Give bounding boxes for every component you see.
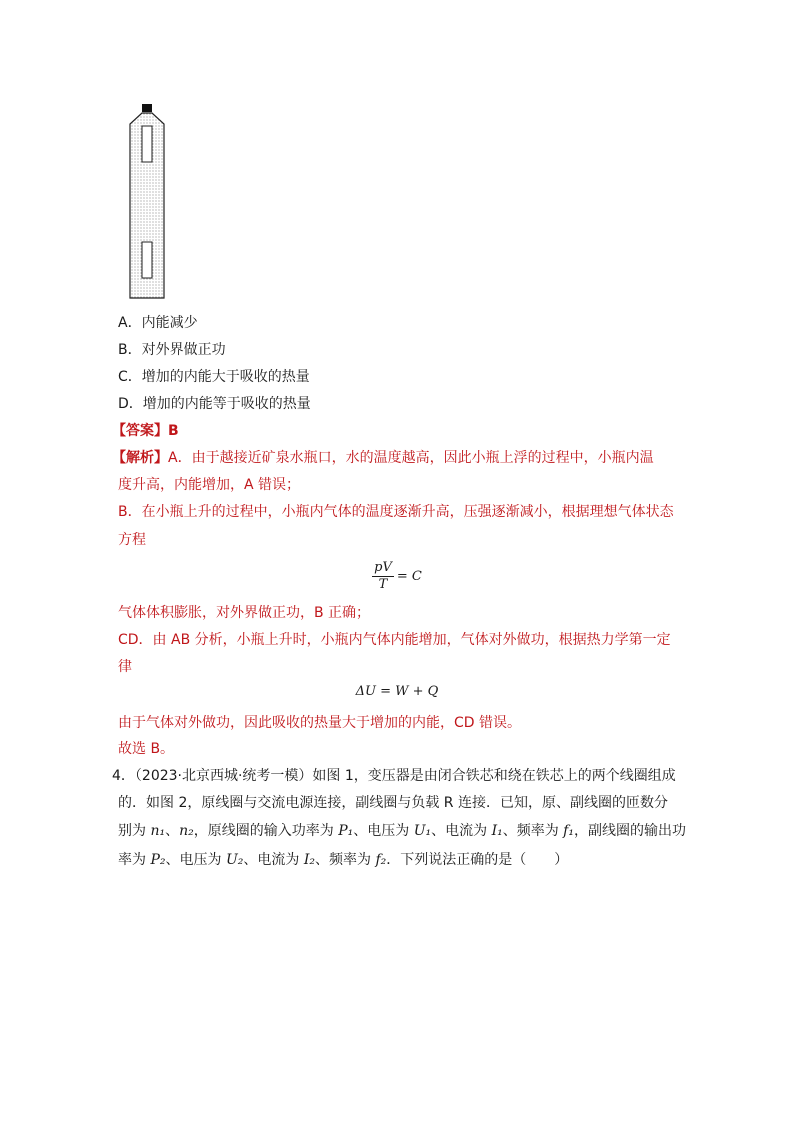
question4-line-1: 4．（2023·北京西城·统考一模）如图 1，变压器是由闭合铁芯和绕在铁芯上的两个线圈组成 [112, 768, 676, 784]
question4-line-2: 的．如图 2，原线圈与交流电源连接，副线圈与负载 R 连接．已知，原、副线圈的匝数分 [118, 795, 668, 811]
answer-line [112, 421, 682, 441]
answer-label: 【答案】 [112, 423, 168, 439]
analysis-conclusion: 故选 B。 [118, 741, 175, 757]
first-law-equation: ΔU = W + Q [355, 684, 439, 699]
symbol-n1: n₁ [150, 823, 166, 839]
eq1-denominator: T [378, 577, 388, 592]
answer-value: B [168, 423, 179, 439]
small-vial-top [142, 126, 152, 162]
analysis-line-4: 方程 [118, 532, 146, 548]
analysis-line-3: B．在小瓶上升的过程中，小瓶内气体的温度逐渐升高，压强逐渐减小，根据理想气体状态 [118, 504, 674, 520]
option-b: B．对外界做正功 [118, 342, 226, 358]
question4-line-4: 率为 P₂、电压为 U₂、电流为 I₂、频率为 f₂．下列说法正确的是（ ） [118, 852, 569, 868]
analysis-line-5: 气体体积膨胀，对外界做正功，B 正确； [118, 605, 371, 621]
analysis-label: 【解析】 [112, 450, 168, 466]
analysis-line-6: CD．由 AB 分析，小瓶上升时，小瓶内气体内能增加，气体对外做功，根据热力学第一定 [118, 632, 671, 648]
analysis-line-8: 由于气体对外做功，因此吸收的热量大于增加的内能，CD 错误。 [118, 715, 522, 731]
analysis-line-1: 【解析】A．由于越接近矿泉水瓶口，水的温度越高，因此小瓶上浮的过程中，小瓶内温 [112, 450, 654, 466]
option-a: A．内能减少 [118, 315, 198, 331]
bottle-figure [128, 104, 166, 300]
symbol-u1: U₁ [413, 823, 432, 839]
question4-line-3: 别为 n₁、n₂，原线圈的输入功率为 P₁、电压为 U₁、电流为 I₁、频率为 f₁，副线圈的输出功 [118, 823, 686, 839]
bottle-cap [142, 104, 152, 112]
symbol-p2: P₂ [150, 852, 166, 868]
small-vial-bottom [142, 242, 152, 278]
eq1-numerator: pV [374, 560, 392, 575]
symbol-i2: I₂ [303, 852, 315, 868]
symbol-f1: f₁ [563, 823, 574, 839]
analysis-line-2: 度升高，内能增加，A 错误； [118, 477, 301, 493]
option-d: D．增加的内能等于吸收的热量 [118, 396, 311, 412]
symbol-u2: U₂ [225, 852, 244, 868]
symbol-f2: f₂ [375, 852, 387, 868]
option-c: C．增加的内能大于吸收的热量 [118, 369, 310, 385]
analysis-line-7: 律 [118, 659, 132, 675]
symbol-n2: n₂ [179, 823, 194, 839]
eq1-rhs: = C [396, 569, 422, 584]
ideal-gas-equation [0, 560, 794, 593]
symbol-p1: P₁ [338, 823, 354, 839]
symbol-i1: I₁ [491, 823, 503, 839]
